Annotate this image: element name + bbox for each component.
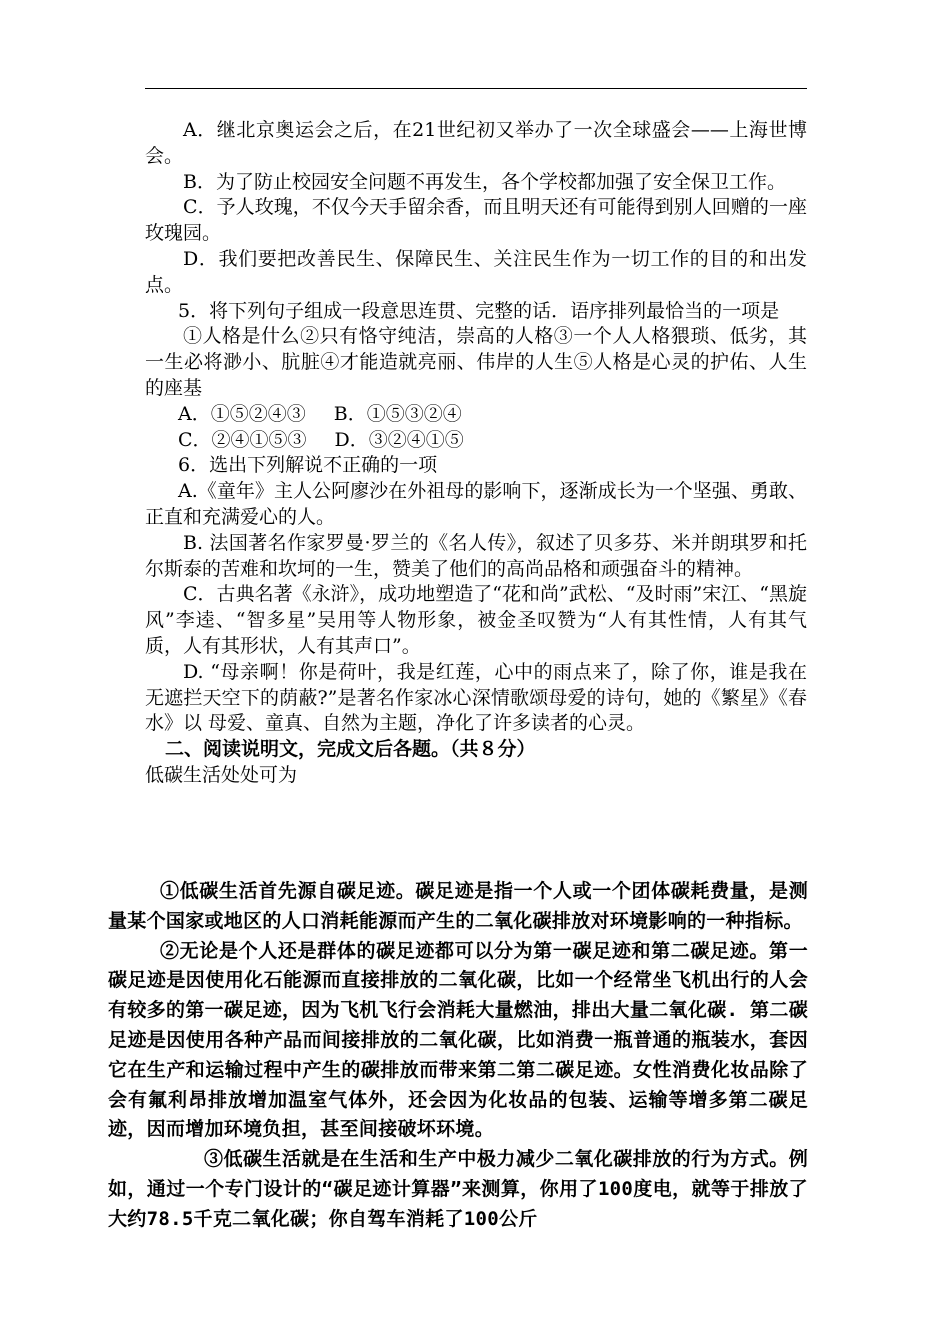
- article-paragraph-3: ③低碳生活就是在生活和生产中极力减少二氧化碳排放的行为方式。例如，通过一个专门设计的“碳足迹计算器”来测算，你用了100度电，就等于排放了大约78.5千克二氧化碳；你自驾车消耗了100公斤: [108, 1148, 808, 1230]
- q5-option-c: C．②④①⑤③: [178, 428, 307, 451]
- article-paragraph-2: ②无论是个人还是群体的碳足迹都可以分为第一碳足迹和第二碳足迹。第一碳足迹是因使用化石能源而直接排放的二氧化碳，比如一个经常坐飞机出行的人会有较多的第一碳足迹，因为飞机飞行会消耗大量燃油，排出大量二氧化碳. 第二碳足迹是因使用各种产品而间接排放的二氧化碳，比如消费一瓶普通的瓶装水，套因它在生产和运输过程中产生的碳排放而带来第二第二碳足迹。女性消费化妆品除了会有氟利昂排放增加温室气体外，还会因为化妆品的包装、运输等增多第二碳足迹，因而增加环境负担，甚至间接破坏环境。: [108, 939, 808, 1141]
- q5-sentences: ①人格是什么②只有恪守纯洁，崇高的人格③一个人人格猥琐、低劣，其一生必将渺小、肮脏④才能造就亮丽、伟岸的人生⑤人格是心灵的护佑、人生的座基: [145, 325, 807, 399]
- article-body: [108, 877, 808, 1235]
- q6-option-d: D. “母亲啊！你是荷叶，我是红莲，心中的雨点来了，除了你，谁是我在无遮拦天空下的荫蔽?”是著名作家冰心深情歌颂母爱的诗句，她的《繁星》《春水》以 母爱、童真、自然为主题，净化了许多读者的心灵。: [145, 660, 807, 735]
- section2-heading: 二、阅读说明文，完成文后各题。（共８分）: [165, 738, 536, 761]
- q5-options-row-1: [145, 402, 807, 428]
- q4-option-c: C．予人玫瑰，不仅今天手留余香，而且明天还有可能得到别人回赠的一座玫瑰园。: [145, 196, 807, 245]
- q6-option-a: A.《童年》主人公阿廖沙在外祖母的影响下，逐渐成长为一个坚强、勇敢、正直和充满爱心的人。: [145, 480, 807, 528]
- q4-option-d: D．我们要把改善民生、保障民生、关注民生作为一切工作的目的和出发点。: [145, 247, 807, 296]
- q6-option-b: B. 法国著名作家罗曼·罗兰的《名人传》，叙述了贝多芬、米并朗琪罗和托尔斯泰的苦难和坎坷的一生，赞美了他们的高尚品格和顽强奋斗的精神。: [145, 531, 807, 580]
- q5-stem: 5．将下列句子组成一段意思连贯、完整的话．语序排列最恰当的一项是: [178, 299, 780, 322]
- q5-option-a: A．①⑤②④③: [178, 402, 306, 425]
- q4-option-a: A．继北京奥运会之后，在21世纪初又举办了一次全球盛会——上海世博会。: [145, 119, 807, 167]
- article-title: 低碳生活处处可为: [145, 763, 298, 786]
- q6-option-c: C．古典名著《永浒》，成功地塑造了“花和尚”武松、“及时雨”宋江、“黑旋风”李逵、“智多星”吴用等人物形象，被金圣叹赞为“人有其性情，人有其气质，人有其形状，人有其声口”。: [145, 583, 807, 657]
- questions-section: [145, 118, 807, 789]
- q5-option-b: B．①⑤③②④: [333, 402, 462, 425]
- q5-options-row-2: [145, 428, 807, 454]
- q6-stem: 6．选出下列解说不正确的一项: [178, 454, 438, 477]
- header-rule: [145, 88, 807, 89]
- article-paragraph-1: ①低碳生活首先源自碳足迹。碳足迹是指一个人或一个团体碳耗费量，是测量某个国家或地区的人口消耗能源而产生的二氧化碳排放对环境影响的一种指标。: [108, 880, 808, 932]
- q5-option-d: D．③②④①⑤: [334, 428, 464, 451]
- q4-option-b: B．为了防止校园安全问题不再发生，各个学校都加强了安全保卫工作。: [183, 170, 786, 193]
